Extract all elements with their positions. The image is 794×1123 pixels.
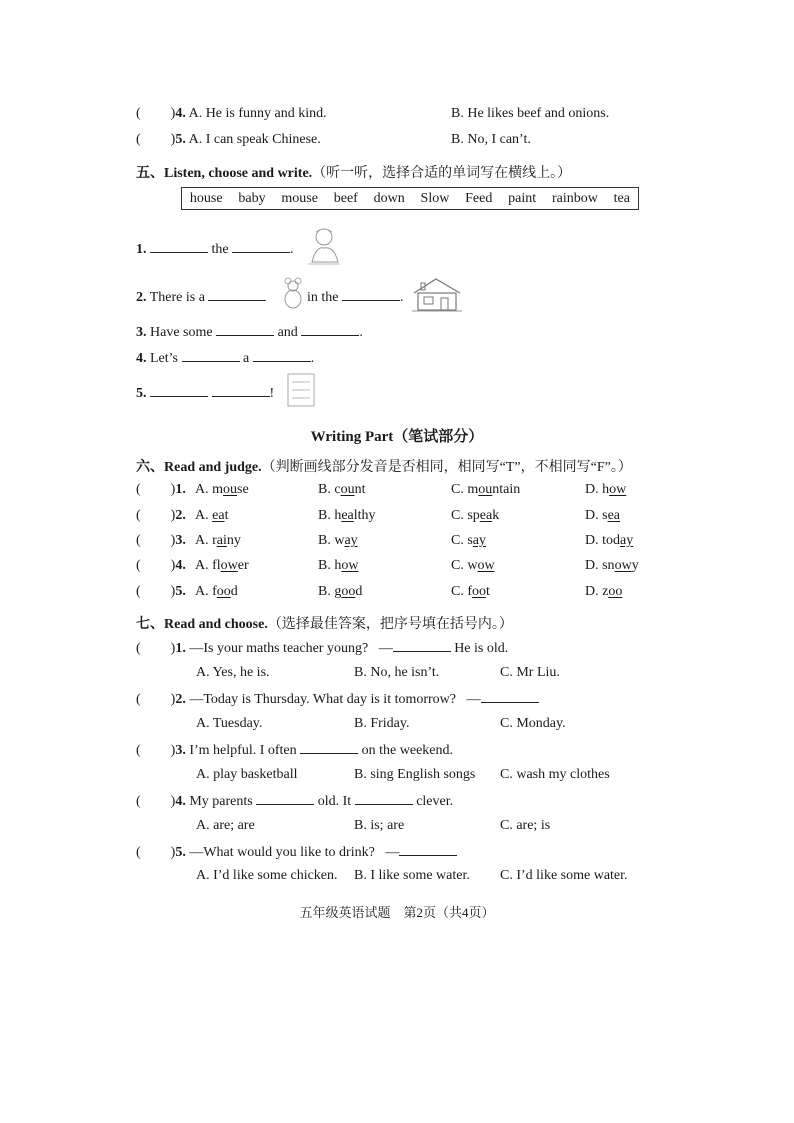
underlined-letters: ay	[472, 533, 487, 548]
answer-blank[interactable]	[208, 288, 266, 301]
underlined-letters: ai	[216, 533, 227, 548]
word-option-d: D. zoo	[585, 584, 623, 599]
word-option-c: C. say	[451, 533, 487, 548]
option-b[interactable]: B. No, he isn’t.	[354, 665, 440, 680]
word-option-c: C. mountain	[451, 482, 521, 497]
question-stem: ( )1. —Is your maths teacher young? — He is old.	[136, 641, 509, 656]
option-a[interactable]: A. He is funny and kind.	[188, 106, 327, 121]
option-b[interactable]: B. No, I can’t.	[451, 132, 531, 147]
underlined-letters: ou	[223, 482, 237, 497]
underlined-letters: oo	[608, 584, 623, 599]
question-stem: ( )5. —What would you like to drink? —	[136, 843, 457, 861]
word-option-a: A. food	[195, 584, 238, 599]
slow-sign-picture-icon	[286, 372, 316, 408]
option-c[interactable]: C. Monday.	[500, 716, 566, 731]
underlined-letters: oo	[341, 584, 356, 599]
option-a[interactable]: A. I’d like some chicken.	[196, 868, 338, 883]
option-c[interactable]: C. are; is	[500, 818, 551, 833]
word-option-a: A. mouse	[195, 482, 249, 497]
fill-line-2: 2. There is a	[136, 288, 266, 306]
fill-line-5: 5. !	[136, 386, 275, 401]
option-a[interactable]: A. are; are	[196, 818, 255, 833]
answer-blank[interactable]	[182, 349, 240, 362]
judge-row: ( )3.	[136, 533, 186, 548]
word-option-d: D. sea	[585, 508, 620, 523]
option-c[interactable]: C. I’d like some water.	[500, 868, 628, 883]
page-footer: 五年级英语试题 第2页（共4页）	[299, 905, 495, 920]
fill-line-3: 3. Have some and .	[136, 325, 363, 340]
question-row: ( )5. A. I can speak Chinese.	[136, 132, 321, 147]
fill-line-2-cont: in the .	[307, 290, 404, 305]
word-option-d: D. how	[585, 482, 627, 497]
word-option-c: C. foot	[451, 584, 490, 599]
word-option-b: B. healthy	[318, 508, 376, 523]
answer-blank[interactable]	[355, 792, 413, 805]
answer-blank[interactable]	[481, 690, 539, 703]
word-bank-item: down	[373, 190, 405, 206]
word-option-a: A. flower	[195, 558, 249, 573]
option-a[interactable]: A. Tuesday.	[196, 716, 263, 731]
word-bank-item: Slow	[420, 190, 450, 206]
word-bank-item: beef	[333, 190, 358, 206]
underlined-letters: ow	[341, 558, 359, 573]
baby-picture-icon	[302, 224, 344, 268]
judge-row: ( )2.	[136, 508, 186, 523]
underlined-letters: ea	[607, 508, 620, 523]
answer-blank[interactable]	[253, 349, 311, 362]
underlined-letters: oo	[216, 584, 231, 599]
answer-blank[interactable]	[216, 323, 274, 336]
option-c[interactable]: C. wash my clothes	[500, 767, 610, 782]
fill-line-1: 1. the .	[136, 242, 294, 257]
answer-blank[interactable]	[393, 639, 451, 652]
underlined-letters: ay	[620, 533, 634, 548]
answer-blank[interactable]	[301, 323, 359, 336]
mouse-picture-icon	[281, 276, 305, 310]
answer-blank[interactable]	[256, 792, 314, 805]
word-bank-item: Feed	[465, 190, 493, 206]
word-option-a: A. rainy	[195, 533, 241, 548]
word-option-d: D. snowy	[585, 558, 639, 573]
answer-blank[interactable]	[342, 288, 400, 301]
option-b[interactable]: B. Friday.	[354, 716, 410, 731]
question-stem: ( )4. My parents old. It clever.	[136, 794, 454, 809]
question-row: ( )4. A. He is funny and kind.	[136, 106, 327, 121]
underlined-letters: ea	[341, 508, 354, 523]
word-option-b: B. how	[318, 558, 359, 573]
underlined-letters: ou	[340, 482, 355, 497]
judge-row: ( )1.	[136, 482, 186, 497]
option-b[interactable]: B. sing English songs	[354, 767, 476, 782]
option-a[interactable]: A. Yes, he is.	[196, 665, 270, 680]
underlined-letters: ow	[220, 558, 238, 573]
underlined-letters: ow	[614, 558, 632, 573]
judge-row: ( )5.	[136, 584, 186, 599]
word-bank-item: tea	[613, 190, 630, 206]
word-option-b: B. count	[318, 482, 366, 497]
word-bank-item: rainbow	[551, 190, 598, 206]
house-picture-icon	[410, 277, 464, 313]
answer-blank[interactable]	[212, 384, 270, 397]
section-heading: 七、Read and choose.（选择最佳答案，把序号填在括号内。）	[136, 617, 513, 632]
word-bank-item: paint	[508, 190, 537, 206]
underlined-letters: ea	[479, 508, 493, 523]
option-b[interactable]: B. is; are	[354, 818, 405, 833]
section-heading: 五、Listen, choose and write.（听一听，选择合适的单词写在横线上。）	[136, 166, 572, 181]
question-stem: ( )3. I’m helpful. I often on the weekend.	[136, 743, 453, 758]
underlined-letters: ou	[478, 482, 493, 497]
word-option-a: A. eat	[195, 508, 229, 523]
word-option-c: C. speak	[451, 508, 500, 523]
judge-row: ( )4.	[136, 558, 186, 573]
answer-blank[interactable]	[150, 240, 208, 253]
underlined-letters: ea	[212, 508, 225, 523]
word-option-d: D. today	[585, 533, 634, 548]
option-c[interactable]: C. Mr Liu.	[500, 665, 560, 680]
word-option-b: B. good	[318, 584, 363, 599]
underlined-letters: oo	[472, 584, 486, 599]
answer-blank[interactable]	[399, 843, 457, 856]
underlined-letters: ay	[344, 533, 358, 548]
underlined-letters: ow	[477, 558, 495, 573]
section-heading: 六、Read and judge.（判断画线部分发音是否相同，相同写“T”，不相同写“F”。）	[136, 460, 632, 475]
word-bank-item: baby	[238, 190, 266, 206]
option-a[interactable]: A. play basketball	[196, 767, 298, 782]
option-a[interactable]: A. I can speak Chinese.	[188, 132, 321, 147]
option-b[interactable]: B. I like some water.	[354, 868, 470, 883]
answer-blank[interactable]	[232, 240, 290, 253]
answer-blank[interactable]	[300, 741, 358, 754]
underlined-letters: ow	[609, 482, 627, 497]
fill-line-4: 4. Let’s a .	[136, 351, 315, 366]
option-b[interactable]: B. He likes beef and onions.	[451, 106, 610, 121]
word-bank-item: house	[189, 190, 223, 206]
answer-blank[interactable]	[150, 384, 208, 397]
word-option-b: B. way	[318, 533, 358, 548]
question-stem: ( )2. —Today is Thursday. What day is it tomorrow? —	[136, 690, 539, 708]
word-bank-item: mouse	[281, 190, 318, 206]
word-option-c: C. wow	[451, 558, 495, 573]
word-bank	[181, 187, 639, 210]
page-title: Writing Part（笔试部分）	[310, 429, 484, 445]
